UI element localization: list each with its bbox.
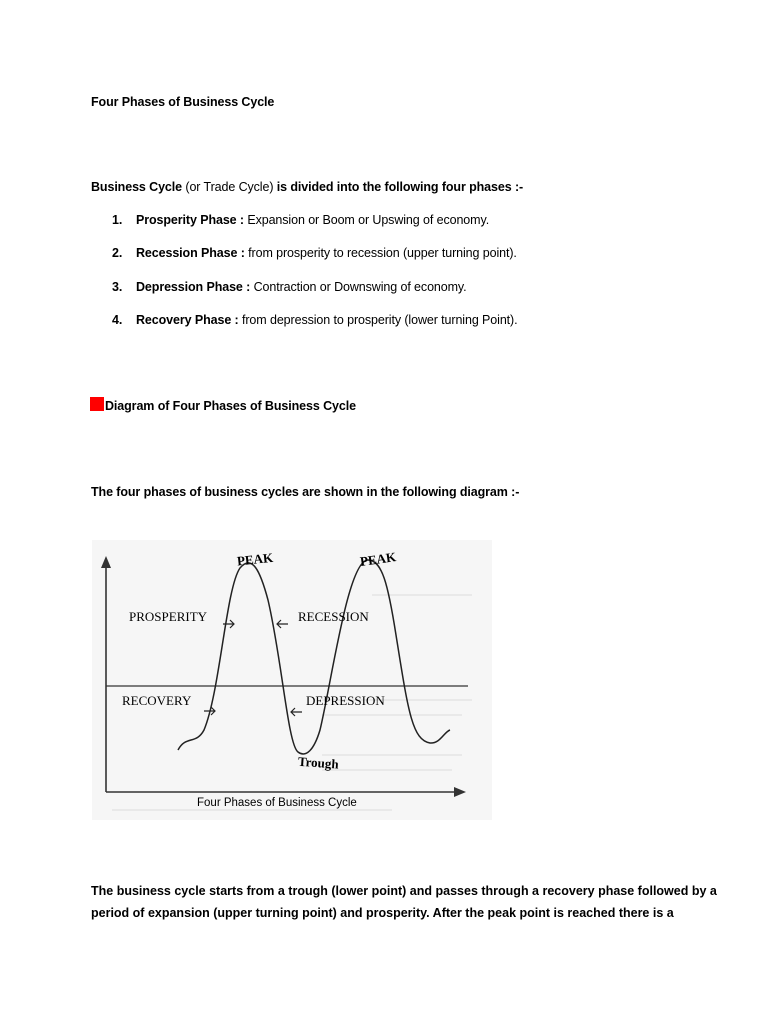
diagram-intro: The four phases of business cycles are shown in the following diagram :- xyxy=(91,485,520,499)
phase-name: Depression Phase : xyxy=(136,280,251,294)
recovery-label: RECOVERY xyxy=(122,693,192,708)
list-number: 1. xyxy=(112,213,123,227)
phase-name: Recession Phase : xyxy=(136,246,245,260)
depression-label: DEPRESSION xyxy=(306,693,385,708)
peak-label-right: PEAK xyxy=(359,549,397,570)
red-bullet-icon xyxy=(90,397,104,411)
phase-desc: Contraction or Downswing of economy. xyxy=(250,280,467,294)
phase-desc: from prosperity to recession (upper turning point). xyxy=(244,246,517,260)
phase-desc: from depression to prosperity (lower turning Point). xyxy=(238,313,518,327)
diagram-caption: Four Phases of Business Cycle xyxy=(197,797,357,809)
intro-rest: is divided into the following four phases :- xyxy=(276,180,524,194)
intro-paren: (or Trade Cycle) xyxy=(182,180,277,194)
phase-name: Prosperity Phase : xyxy=(136,213,244,227)
list-number: 2. xyxy=(112,246,123,260)
recession-label: RECESSION xyxy=(298,609,369,624)
phase-name: Recovery Phase : xyxy=(136,313,239,327)
paragraph-line-1: The business cycle starts from a trough (lower point) and passes through a recovery phase followed by a xyxy=(91,884,717,898)
intro-line xyxy=(91,180,523,194)
business-cycle-diagram xyxy=(92,540,492,820)
page-title: Four Phases of Business Cycle xyxy=(91,95,275,109)
peak-label-left: PEAK xyxy=(236,549,274,569)
trough-label: Trough xyxy=(297,753,340,772)
list-number: 3. xyxy=(112,280,123,294)
intro-term: Business Cycle xyxy=(91,180,183,194)
list-number: 4. xyxy=(112,313,123,327)
prosperity-label: PROSPERITY xyxy=(129,609,208,624)
phase-desc: Expansion or Boom or Upswing of economy. xyxy=(243,213,490,227)
paragraph-line-2: period of expansion (upper turning point) and prosperity. After the peak point is reached there is a xyxy=(91,906,674,920)
diagram-background xyxy=(92,540,492,820)
diagram-heading: Diagram of Four Phases of Business Cycle xyxy=(105,399,356,413)
